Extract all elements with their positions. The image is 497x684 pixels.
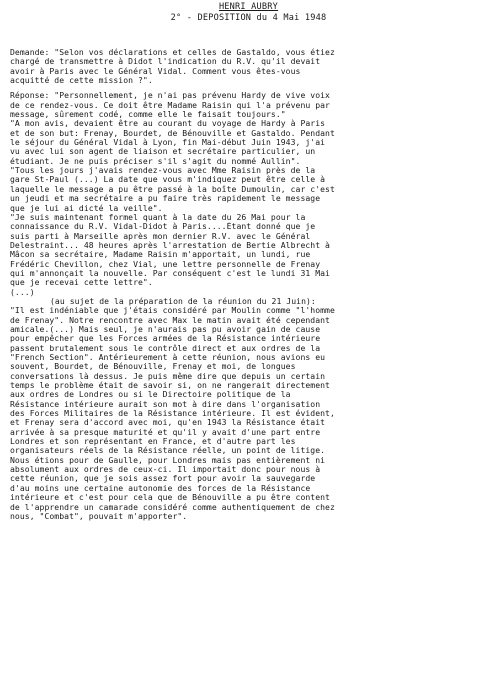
text-line: de l'apprendre un camarade considéré comme authentiquement de chez bbox=[10, 502, 335, 512]
text-line: (au sujet de la préparation de la réunion du 21 Juin): bbox=[50, 296, 316, 306]
text-line: acquitté de cette mission ?". bbox=[10, 76, 153, 86]
text-line: message, sûrement codé, comme elle le faisait toujours." bbox=[10, 110, 286, 120]
text-line: et Frenay sera d'accord avec moi, qu'en 1943 la Résistance était bbox=[10, 418, 326, 428]
text-line: "Il est indéniable que j'étais considéré par Moulin comme "l'homme bbox=[10, 306, 335, 316]
text-line: Londres et son représentant en France, et d'autre part les bbox=[10, 437, 296, 447]
text-line: organisateurs réels de la Résistance réelle, un point de litige. bbox=[10, 446, 326, 456]
text-line: un jeudi et ma secrétaire a pu faire très rapidement le message bbox=[10, 194, 321, 204]
text-line: d'au moins une certaine autonomie des forces de la Résistance bbox=[10, 483, 311, 493]
demande-paragraph bbox=[10, 48, 488, 85]
text-line: Frédéric Chevillon, chez Vial, une lettre personnelle de Frenay bbox=[10, 259, 321, 269]
text-line: "French Section". Antérieurement à cette réunion, nous avions eu bbox=[10, 353, 326, 362]
text-line: aux ordres de Londres ou si le Directoire politique de la bbox=[10, 390, 291, 400]
text-line: le séjour du Général Vidal à Lyon, fin Mai-début Juin 1943, j'ai bbox=[10, 138, 326, 148]
text-line: de ce rendez-vous. Ce doit être Madame Raisin qui l'a prévenu par bbox=[10, 100, 330, 110]
text-line: que je lui ai dicté la veille". bbox=[10, 203, 163, 213]
text-line: conversations là dessus. Je puis même dire que depuis un certain bbox=[10, 371, 326, 381]
reponse-paragraph bbox=[10, 91, 488, 297]
text-line: suis parti à Marseille après mon dernier R.V. avec le Général bbox=[10, 231, 311, 241]
text-line: avoir à Paris avec le Général Vidal. Comment vous êtes-vous bbox=[10, 66, 301, 76]
text-line: gare St-Paul (...) La date que vous m'indiquez peut être celle à bbox=[10, 175, 326, 185]
document-title: 2° - DEPOSITION du 4 Mai 1948 bbox=[170, 13, 327, 23]
text-line: temps le problème était de savoir si, on ne rangerait directement bbox=[10, 381, 330, 391]
text-line: arrivée à sa presque maturité et qu'il y avait d'une part entre bbox=[10, 427, 321, 437]
text-line: connaissance du R.V. Vidal-Didot à Paris....Étant donné que je bbox=[10, 222, 316, 232]
text-line: Delestraint... 48 heures après l'arrestation de Bertie Albrecht à bbox=[10, 240, 330, 250]
text-line: et de son but: Frenay, Bourdet, de Bénouville et Gastaldo. Pendant bbox=[10, 128, 335, 138]
text-line: nous, "Combat", pouvait m'apporter". bbox=[10, 511, 188, 521]
text-line: (...) bbox=[10, 287, 35, 297]
text-line: "A mon avis, devaient être au courant du voyage de Hardy à Paris bbox=[10, 119, 326, 129]
reunion-paragraph bbox=[10, 297, 488, 521]
document-body bbox=[10, 48, 488, 521]
text-line: que je recevai cette lettre". bbox=[10, 278, 153, 288]
text-line: "Je suis maintenant formel quant à la date du 26 Mai pour la bbox=[10, 212, 306, 222]
text-line: souvent, Bourdet, de Bénouville, Frenay et moi, de longues bbox=[10, 362, 296, 372]
text-line: amicale.(...) Mais seul, je n'aurais pas pu avoir gain de cause bbox=[10, 324, 321, 334]
text-line: pour empêcher que les Forces armées de la Résistance intérieure bbox=[10, 334, 321, 344]
text-line: "Tous les jours j'avais rendez-vous avec Mme Raisin près de la bbox=[10, 166, 316, 176]
document-author: HENRI AUBRY bbox=[218, 2, 279, 12]
text-line: qui m'annonçait la nouvelle. Par conséquent c'est le lundi 31 Mai bbox=[10, 268, 330, 278]
text-line: Résistance intérieure aurait son mot à dire dans l'organisation bbox=[10, 399, 321, 409]
text-line: cette réunion, que je sois assez fort pour avoir la sauvegarde bbox=[10, 474, 316, 484]
text-line: absolument aux ordres de ceux-ci. Il importait donc pour nous à bbox=[10, 465, 321, 475]
text-line: Mâcon sa secrétaire, Madame Raisin m'apportait, un lundi, rue bbox=[10, 250, 311, 260]
text-line: laquelle le message a pu être passé à la boîte Dumoulin, car c'est bbox=[10, 184, 335, 194]
text-line: des Forces Militaires de la Résistance intérieure. Il est évident, bbox=[10, 409, 335, 419]
text-line: étudiant. Je ne puis préciser s'il s'agit du nommé Aullin". bbox=[10, 156, 301, 166]
text-line: chargé de transmettre à Didot l'indication du R.V. qu'il devait bbox=[10, 57, 321, 67]
text-line: passent brutalement sous le contrôle direct et aux ordres de la bbox=[10, 343, 321, 353]
text-line: Nous étions pour de Gaulle, pour Londres mais pas entièrement ni bbox=[10, 455, 326, 465]
text-line: intérieure et c'est pour cela que de Bénouville a pu être content bbox=[10, 493, 330, 503]
text-line: Demande: "Selon vos déclarations et celles de Gastaldo, vous étiez bbox=[10, 48, 335, 57]
text-line: vu avec lui son agent de liaison et secrétaire particulier, un bbox=[10, 147, 316, 157]
text-line: de Frenay". Notre rencontre avec Max le matin avait été cependant bbox=[10, 315, 330, 325]
text-line: Réponse: "Personnellement, je n'ai pas prévenu Hardy de vive voix bbox=[10, 91, 330, 101]
